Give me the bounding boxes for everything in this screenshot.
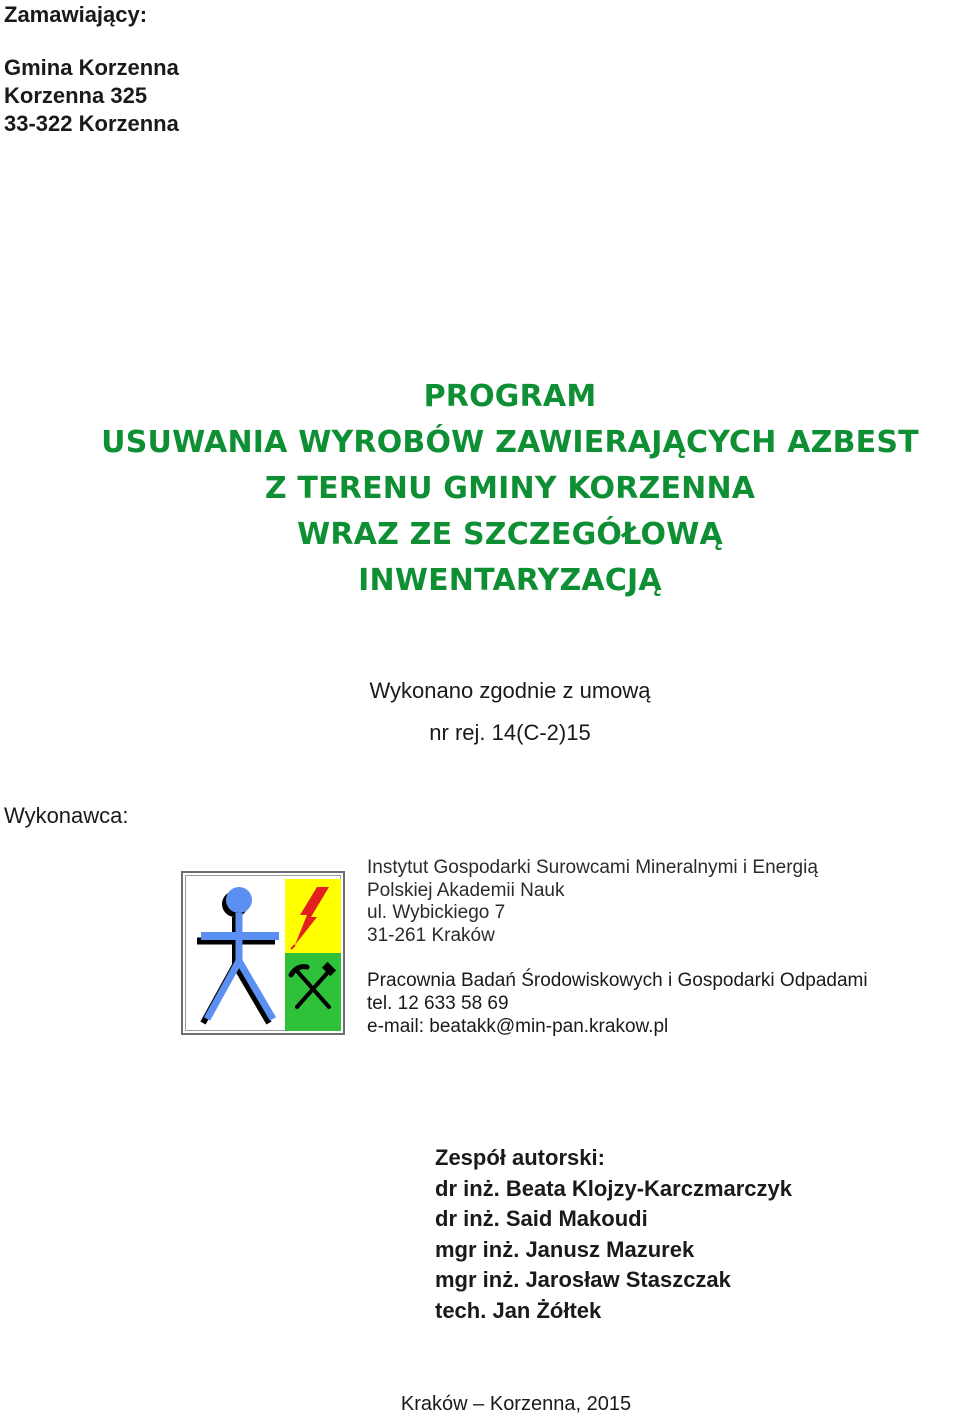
- authors-heading: Zespół autorski:: [435, 1145, 605, 1170]
- author-item: mgr inż. Janusz Mazurek: [435, 1236, 695, 1262]
- lab-email: e-mail: beatakk@min-pan.krakow.pl: [367, 1016, 669, 1037]
- stick-figure-icon: [197, 887, 279, 1023]
- contract-number: nr rej. 14(C-2)15: [429, 720, 591, 745]
- title-line-2: USUWANIA WYROBÓW ZAWIERAJĄCYCH AZBEST: [101, 425, 919, 460]
- lab-phone: tel. 12 633 58 69: [367, 993, 509, 1014]
- title-line-4: WRAZ ZE SZCZEGÓŁOWĄ: [297, 517, 723, 552]
- authors-block: [435, 1143, 792, 1326]
- logo-graphic: [183, 873, 347, 1037]
- title-line-3: Z TERENU GMINY KORZENNA: [264, 471, 756, 506]
- author-item: tech. Jan Żółtek: [435, 1297, 602, 1323]
- institute-name: Instytut Gospodarki Surowcami Mineralnymi i Energią: [367, 857, 818, 878]
- contract-line-1: Wykonano zgodnie z umową: [369, 678, 651, 703]
- lab-name: Pracownia Badań Środowiskowych i Gospodarki Odpadami: [367, 970, 868, 991]
- lab-info: [367, 969, 868, 1038]
- institute-logo: [181, 871, 345, 1035]
- client-heading: Zamawiający:: [4, 2, 148, 27]
- title-line-1: PROGRAM: [423, 379, 597, 414]
- author-item: dr inż. Said Makoudi: [435, 1206, 648, 1231]
- institute-academy: Polskiej Akademii Nauk: [367, 879, 565, 901]
- client-name: Gmina Korzenna: [4, 55, 179, 80]
- author-item: dr inż. Beata Klojzy-Karczmarczyk: [435, 1175, 793, 1201]
- institute-street: ul. Wybickiego 7: [367, 902, 506, 923]
- client-postal: 33-322 Korzenna: [4, 111, 179, 136]
- logo-yellow-panel: [285, 879, 341, 953]
- place-and-date: Kraków – Korzenna, 2015: [400, 1393, 632, 1415]
- client-street: Korzenna 325: [4, 83, 148, 108]
- title-line-5: INWENTARYZACJĄ: [358, 563, 662, 598]
- institute-info: [367, 857, 818, 947]
- contract-info: [0, 670, 960, 754]
- document-title: [0, 374, 960, 604]
- institute-postal: 31-261 Kraków: [367, 924, 495, 946]
- author-item: mgr inż. Jarosław Staszczak: [435, 1267, 731, 1292]
- client-address: [4, 54, 179, 138]
- contractor-label: Wykonawca:: [4, 803, 129, 828]
